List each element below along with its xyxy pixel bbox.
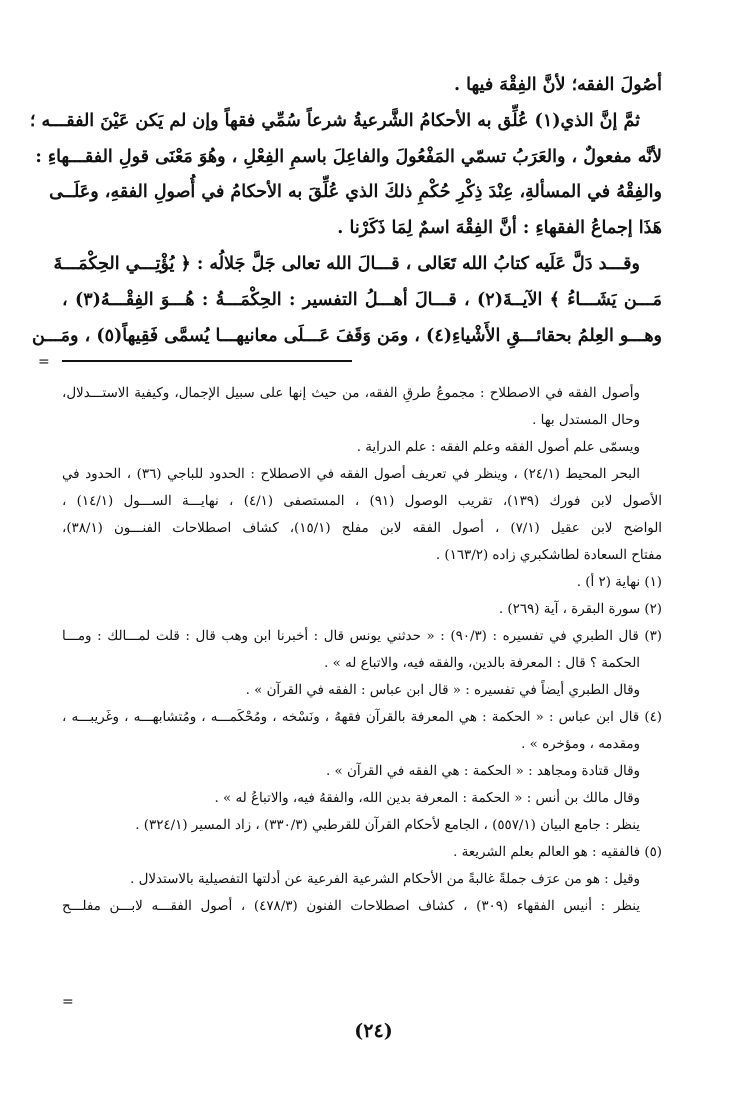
footnote-line: وقال مالك بن أنس : « الحكمة : المعرفة بدين الله، والفقهُ فيه، والاتباعُ له » . — [214, 791, 640, 807]
footnote-line: ومقدمه ، ومؤخره » . — [521, 737, 640, 753]
footnote-line: وأصول الفقه في الاصطلاح : مجموعُ طرقِ الفقه، من حيث إنها على سبيل الإجمال، وكيفية الاستـــدلال، — [62, 386, 640, 402]
main-line: والفِقْهُ في المسألةِ، عِنْدَ ذِكْرِ حُكْمِ ذلكَ الذي عُلِّقَ به الأحكامُ في أُصولِ الفقهِ، وعَلَــى — [49, 182, 662, 203]
footnote-line: وحال المستدل بها . — [532, 413, 640, 429]
footnote-line: (١) نهاية (٢ أ) . — [576, 575, 662, 591]
footnote-line: ينظر : جامع البيان (٥٥٧/١) ، الجامع لأحكام القرآن للقرطبي (٣٣٠/٣) ، زاد المسير (٣٢٤/١) . — [135, 818, 640, 834]
main-line: لأنَّه مفعولٌ ، والعَرَبُ تسمّي المَفْعُولَ والفاعِلَ باسمِ الفِعْلِ ، وهُوَ مَعْنَى قولِ الفقـــهاءِ : — [35, 146, 662, 167]
footnote-line: وقيل : هو من عرَف جملةً غالبةً من الأحكام الشرعية الفرعية عن أدلتها التفصيلية بالاستدلال . — [130, 872, 640, 888]
footnote-line: (٢) سورة البقرة ، آية (٢٦٩) . — [498, 602, 662, 618]
main-line: وهـــو العِلمُ بحقائـــقِ الأَشْياءِ(٤) ، ومَن وَقَفَ عَـــلَى معانيهـــا يُسمَّى فَقِيهاً(٥) ، ومَـــن — [31, 325, 662, 346]
footnote-line: الواضح لابن عقيل (٧/١) ، أصول الفقه لابن مفلح (١٥/١)، كشاف اصطلاحات الفنـــون (٣٨/١)، — [62, 521, 663, 537]
footnote-line: ويسمّى علم أصول الفقه وعلم الفقه : علم الدراية . — [356, 440, 640, 456]
main-line: مَـــن يَشَـــاءُ ﴾ الآيــةَ(٢) ، قـــالَ أهـــلُ التفسير : الحِكْمَـــةُ : هُـــوَ الفِقْـــهُ(٣) ، — [62, 289, 663, 310]
main-line: ثمَّ إنَّ الذي(١) عُلِّق به الأحكامُ الشَّرعيةُ شرعاً سُمِّي فقهاً وإن لم يَكن عَيْنَ الفقـــه ؛ — [29, 110, 640, 131]
footnote-line: البحر المحيط (٢٤/١) ، وينظر في تعريف أصول الفقه في الاصطلاح : الحدود للباجي (٣٦) ، الحدود في — [62, 467, 640, 483]
footnote-line: الحكمة ؟ قال : المعرفة بالدين، والفقه فيه، والاتباع له » . — [324, 656, 640, 672]
footnotes — [62, 380, 662, 920]
main-text — [29, 68, 663, 354]
footnote-line: وقال الطبري أيضاً في تفسيره : « قال ابن عباس : الفقه في القرآن » . — [245, 683, 640, 699]
footnote-separator — [38, 354, 662, 380]
continuation-mark-bottom: = — [62, 994, 74, 1010]
footnote-line: (٤) قال ابن عباس : « الحكمة : هي المعرفة بالقرآن فقههُ ، ونَسْخه ، ومُحْكَمـــه ، ومُتشابهـــه ، وغَريبـــه ، — [62, 710, 662, 726]
footnote-line: (٥) فالفقيه : هو العالم بعلم الشريعة . — [453, 845, 662, 861]
separator-rule — [62, 360, 352, 362]
page-number: (٢٤) — [354, 1020, 393, 1042]
continuation-mark: = — [38, 354, 50, 371]
main-line: وقـــد دَلَّ عَلَيه كتابُ الله تَعَالى ، قـــالَ الله تعالى جَلَّ جَلالُه : ﴿ يُؤْتِـــي الحِكْمَـــةَ — [53, 253, 640, 274]
footnote-line: (٣) قال الطبري في تفسيره : (٩٠/٣) : « حدثني يونس قال : أخبرنا ابن وهب قال : قلت لمـــالك : ومـــا — [62, 629, 663, 645]
footnote-line: ينظر : أنيس الفقهاء (٣٠٩) ، كشاف اصطلاحات الفنون (٤٧٨/٣) ، أصول الفقـــه لابـــن مفلـــح — [62, 899, 641, 915]
footnote-line: الأصول لابن فورك (١٣٩)، تقريب الوصول (٩١) ، المستصفى (٤/١) ، نهايـــة الســـول (١٤/١) ، — [62, 494, 662, 510]
footnote-line: وقال قتادة ومجاهد : « الحكمة : هي الفقه في القرآن » . — [326, 764, 640, 780]
main-line: أصُولَ الفقه؛ لأنَّ الفِقْهَ فيها . — [453, 75, 662, 95]
main-line: هَذَا إجماعُ الفقهاءِ : أنَّ الفِقْهَ اسمٌ لِمَا ذَكَرْنا . — [337, 218, 662, 239]
page — [29, 68, 663, 920]
footnote-line: مفتاح السعادة لطاشكبري زاده (١٦٣/٢) . — [435, 548, 662, 564]
